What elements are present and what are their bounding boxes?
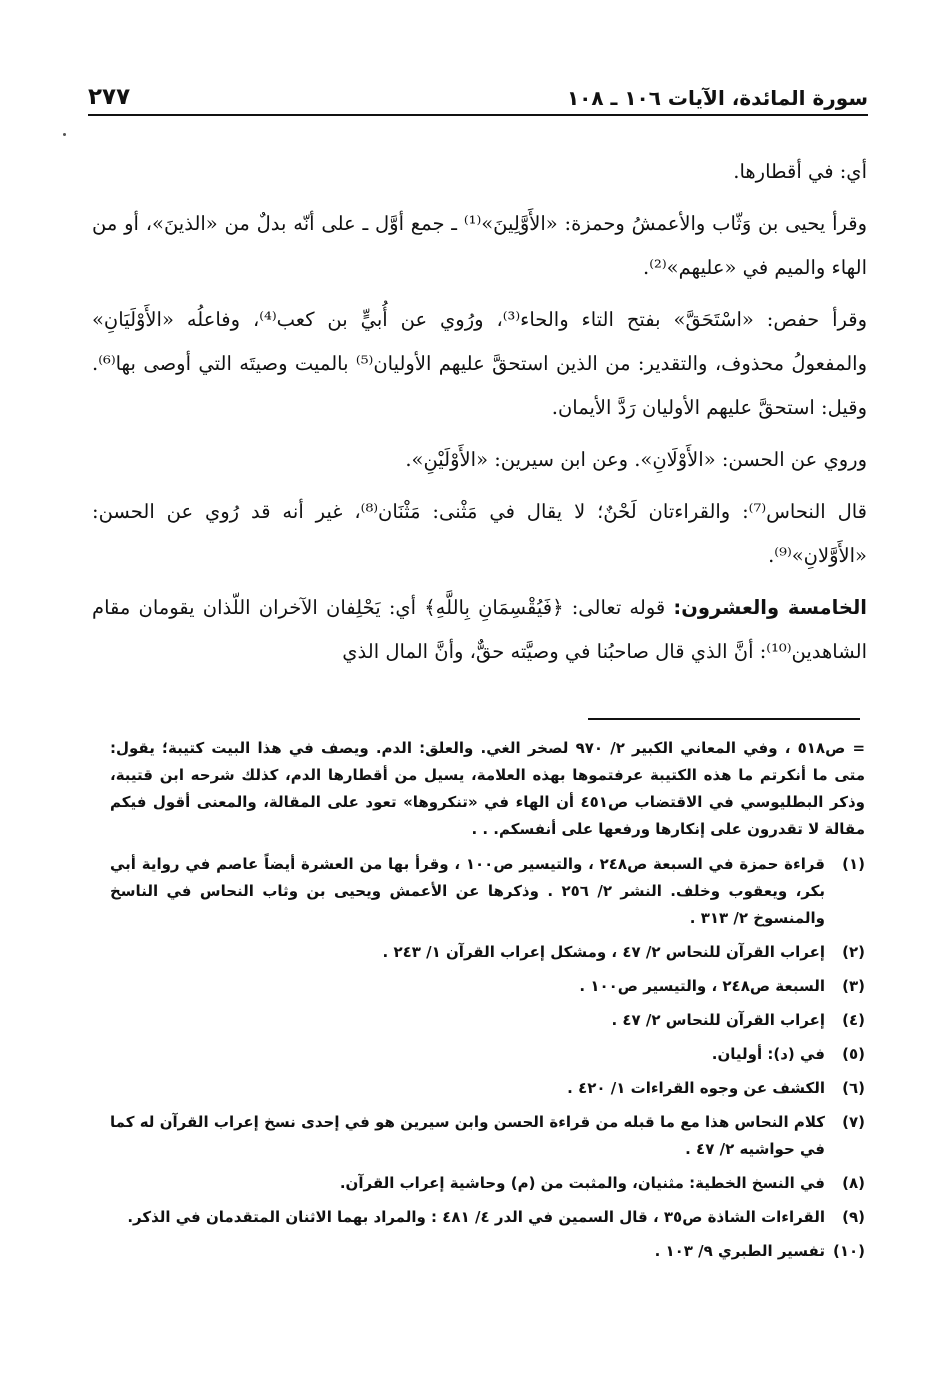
footnote-number: (٤) (842, 1011, 865, 1029)
footnote-text: الكشف عن وجوه القراءات ١/ ٤٢٠ . (567, 1079, 825, 1097)
footnote (110, 1007, 865, 1034)
paragraph-6 (92, 586, 867, 674)
footnote-text: إعراب القرآن للنحاس ٢/ ٤٧ ، ومشكل إعراب القرآن ١/ ٢٤٣ . (382, 943, 825, 961)
footnote-text: السبعة ص٢٤٨ ، والتيسير ص١٠٠ . (579, 977, 825, 995)
paragraph-4: وروي عن الحسن: «الأَوْلَانِ». وعن ابن سيرين: «الأَوْلَيْنِ». (405, 448, 867, 471)
section-heading: الخامسة والعشرون: (673, 596, 867, 619)
footnote (110, 1170, 865, 1197)
running-header (88, 74, 868, 116)
footnote-number: (٦) (842, 1079, 865, 1097)
page-number: ٢٧٧ (88, 84, 131, 110)
footnote-text: تفسير الطبري ٩/ ١٠٣ . (654, 1242, 825, 1260)
scan-speck (63, 133, 66, 136)
footnote-text: القراءات الشاذة ص٣٥ ، قال السمين في الدر ٤/ ٤٨١ : والمراد بهما الاثنان المتقدمان في الذكر. (127, 1208, 825, 1226)
footnote-number: (٧) (842, 1113, 865, 1131)
footnote (110, 1041, 865, 1068)
paragraph-2: وقرأ يحيى بن وَثّاب والأعمشُ وحمزة: «الأَوَّلِينَ»⁽¹⁾ ـ جمع أوَّل ـ على أنّه بدلٌ من «الذينَ»، أو من الهاء والميم في «عليهم»⁽²⁾. (92, 212, 867, 279)
paragraph-5: قال النحاس⁽⁷⁾: والقراءتان لَحْنٌ؛ لا يقال في مَثْنى: مَثْنَان⁽⁸⁾، غير أنه قد رُوي عن الحسن: «الأَوَّلانِ»⁽⁹⁾. (92, 500, 867, 567)
footnote-text: كلام النحاس هذا مع ما قبله من قراءة الحسن وابن سيرين هو في إحدى نسخ إعراب القرآن له كما في حواشيه ٢/ ٤٧ . (110, 1113, 825, 1158)
footnote-number: (١٠) (832, 1242, 865, 1260)
main-text (92, 150, 867, 682)
footnote (110, 1204, 865, 1231)
paragraph-6-text: قوله تعالى: ﴿فَيُقْسِمَانِ بِاللَّهِ﴾ أي: يَحْلِفان الآخران اللّذان يقومان مقام الشاهدين⁽¹⁰⁾: أنَّ الذي قال صاحبُنا في وصيَّته حقٌّ، وأنَّ المال الذي (92, 596, 867, 663)
footnote-number: (٣) (842, 977, 865, 995)
footnote-text: في النسخ الخطية: مثنيان، والمثبت من (م) وحاشية إعراب القرآن. (339, 1174, 825, 1192)
footnote-number: (٥) (842, 1045, 865, 1063)
footnote-number: (٨) (842, 1174, 865, 1192)
header-title: سورة المائدة، الآيات ١٠٦ ـ ١٠٨ (566, 86, 868, 110)
paragraph-1: أي: في أقطارها. (733, 160, 867, 183)
footnotes (110, 735, 865, 1272)
footnote-separator (588, 718, 860, 720)
footnote-text: في (د): أوليان. (711, 1045, 825, 1063)
footnote (110, 1238, 865, 1265)
footnote (110, 851, 865, 932)
footnote (110, 939, 865, 966)
footnote (110, 1109, 865, 1163)
footnote-text: قراءة حمزة في السبعة ص٢٤٨ ، والتيسير ص١٠٠ ، وقرأ بها من العشرة أيضاً عاصم في رواية أبي بكر، ويعقوب وخلف. النشر ٢/ ٢٥٦ . وذكرها عن الأعمش ويحيى بن وثاب النحاس في الناسخ والمنسوخ ٢/ ٣١٣ . (110, 855, 825, 927)
footnote-number: (٩) (842, 1208, 865, 1226)
footnote-number: (٢) (842, 943, 865, 961)
footnote (110, 1075, 865, 1102)
paragraph-3: وقرأ حفص: «اسْتَحَقَّ» بفتح التاء والحاء⁽³⁾، ورُوي عن أُبيٍّ بن كعب⁽⁴⁾، وفاعلُه «الأَوْلَيَانِ» والمفعولُ محذوف، والتقدير: من الذين استحقَّ عليهم الأوليان⁽⁵⁾ بالميت وصيتَه التي أوصى بها⁽⁶⁾. وقيل: استحقَّ عليهم الأوليان رَدَّ الأيمان. (92, 308, 867, 419)
footnote (110, 973, 865, 1000)
footnote-number: (١) (842, 855, 865, 873)
footnote-text: إعراب القرآن للنحاس ٢/ ٤٧ . (611, 1011, 825, 1029)
footnote-continuation: = ص٥١٨ ، وفي المعاني الكبير ٢/ ٩٧٠ لصخر الغي. والعلق: الدم. ويصف في هذا البيت كتيبة؛ يقول: متى ما أنكرتم ما هذه الكتيبة عرفتموها بهذه العلامة، يسيل من أقطارها الدم، كذلك شرحه ابن قتيبة، وذكر البطليوسي في الاقتضاب ص٤٥١ أن الهاء في «تنكروها» تعود على المقالة، والمعنى أقول فيكم مقالة لا تقدرون على إنكارها ورفعها على أنفسكم. . . (110, 739, 866, 838)
